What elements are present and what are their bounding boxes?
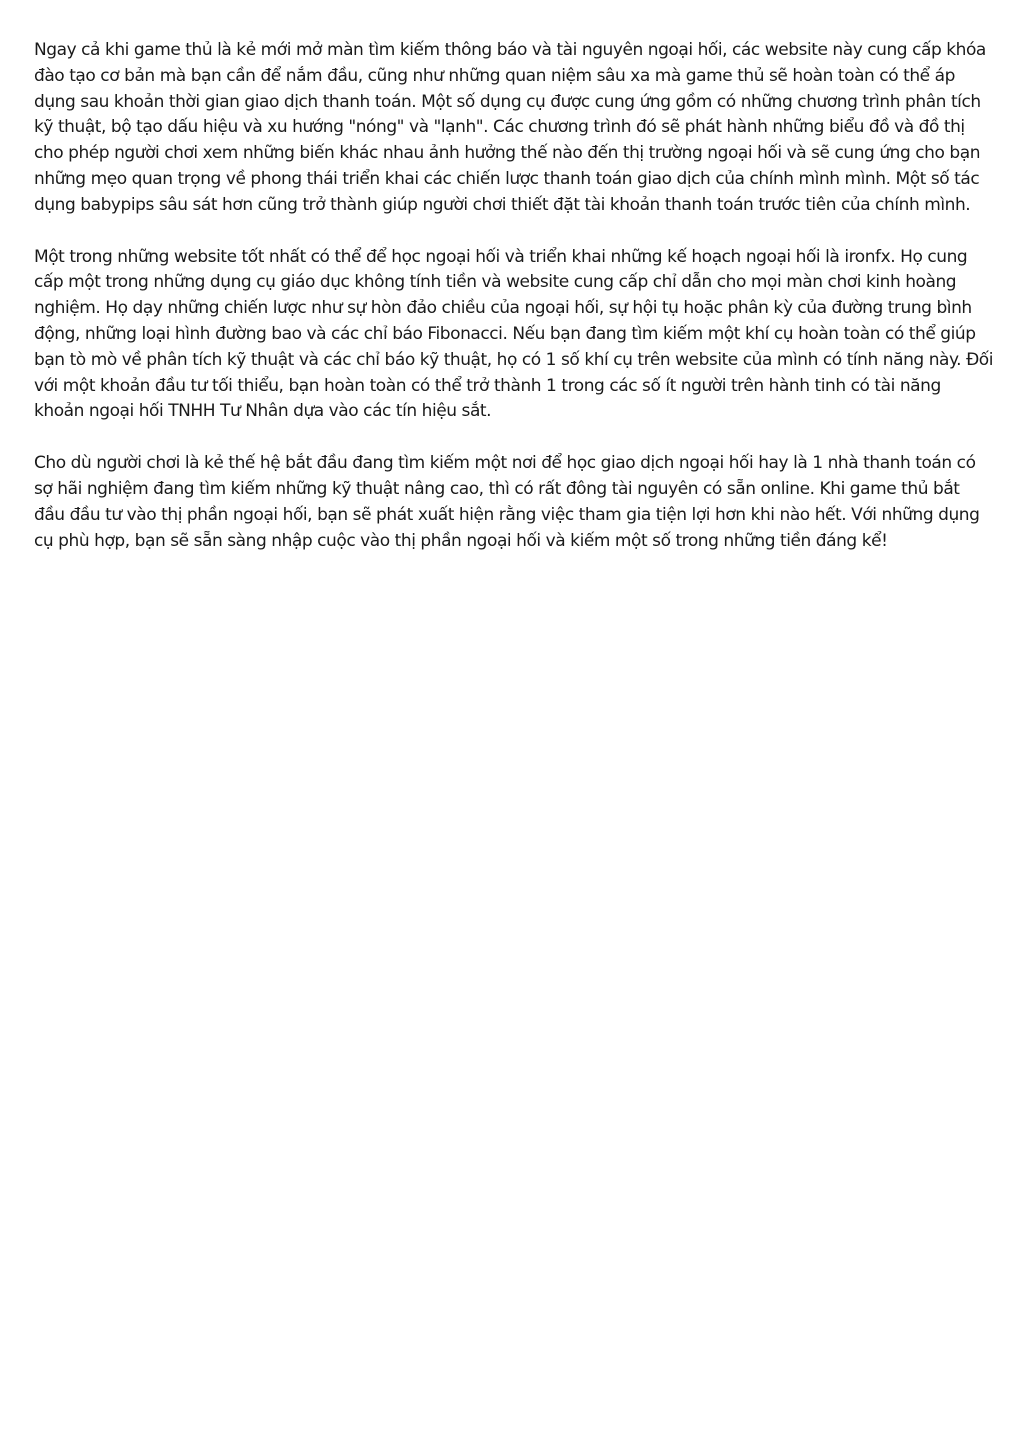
paragraph-2: Một trong những website tốt nhất có thể để học ngoại hối và triển khai những kế hoạch ngoại hối là ironfx. Họ cung cấp một trong những dụng cụ giáo dục không tính tiền và website cung cấp chỉ dẫn cho mọi màn chơi kinh hoàng nghiệm. Họ dạy những chiến lược như sự hòn đảo chiều của ngoại hối, sự hội tụ hoặc phân kỳ của đường trung bình động, những loại hình đường bao và các chỉ báo Fibonacci. Nếu bạn đang tìm kiếm một khí cụ hoàn toàn có thể giúp bạn tò mò về phân tích kỹ thuật và các chỉ báo kỹ thuật, họ có 1 số khí cụ trên website của mình có tính năng này. Đối với một khoản đầu tư tối thiểu, bạn hoàn toàn có thể trở thành 1 trong các số ít người trên hành tinh có tài năng khoản ngoại hối TNHH Tư Nhân dựa vào các tín hiệu sắt. — [34, 246, 994, 422]
document-page — [34, 38, 994, 580]
paragraph-1: Ngay cả khi game thủ là kẻ mới mở màn tìm kiếm thông báo và tài nguyên ngoại hối, các website này cung cấp khóa đào tạo cơ bản mà bạn cần để nắm đầu, cũng như những quan niệm sâu xa mà game thủ sẽ hoàn toàn có thể áp dụng sau khoản thời gian giao dịch thanh toán. Một số dụng cụ được cung ứng gồm có những chương trình phân tích kỹ thuật, bộ tạo dấu hiệu và xu hướng "nóng" và "lạnh". Các chương trình đó sẽ phát hành những biểu đồ và đồ thị cho phép người chơi xem những biến khác nhau ảnh hưởng thế nào đến thị trường ngoại hối và sẽ cung ứng cho bạn những mẹo quan trọng về phong thái triển khai các chiến lược thanh toán giao dịch của chính mình mình. Một số tác dụng babypips sâu sát hơn cũng trở thành giúp người chơi thiết đặt tài khoản thanh toán trước tiên của chính mình. — [34, 40, 986, 215]
paragraph-3: Cho dù người chơi là kẻ thế hệ bắt đầu đang tìm kiếm một nơi để học giao dịch ngoại hối hay là 1 nhà thanh toán có sợ hãi nghiệm đang tìm kiếm những kỹ thuật nâng cao, thì có rất đông tài nguyên có sẵn online. Khi game thủ bắt đầu đầu tư vào thị phần ngoại hối, bạn sẽ phát xuất hiện rằng việc tham gia tiện lợi hơn khi nào hết. Với những dụng cụ phù hợp, bạn sẽ sẵn sàng nhập cuộc vào thị phần ngoại hối và kiếm một số trong những tiền đáng kể! — [34, 453, 980, 551]
